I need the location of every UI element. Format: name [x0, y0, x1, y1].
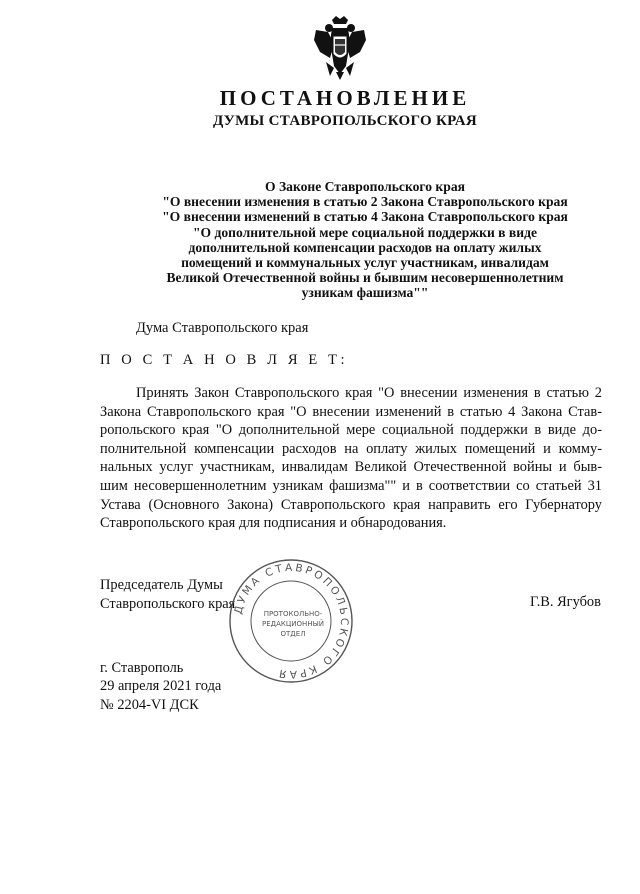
registration-number: № 2204-VI ДСК — [100, 696, 199, 713]
paragraph-line: Закона Ставропольского края "О внесении изменений в статью 4 Закона Став- — [100, 403, 602, 420]
subject-line: "О внесении изменения в статью 2 Закона Ставропольского края — [162, 194, 568, 210]
paragraph-line: нальных услуг участникам, инвалидам Великой Отечественной войны и быв- — [100, 459, 602, 476]
signatory-position — [100, 576, 235, 614]
resolution-subject — [130, 179, 600, 301]
stamp-ring-text: ДУМА СТАВРОПОЛЬСКОГО КРАЯ — [232, 561, 351, 681]
subject-line: помещений и коммунальных услуг участникам, инвалидам — [181, 255, 549, 271]
subject-line: узникам фашизма"" — [301, 285, 429, 301]
paragraph-line: полнительной компенсации расходов на оплату жилых помещений и комму- — [100, 440, 602, 457]
stamp-center-line: ОТДЕЛ — [280, 630, 306, 638]
subject-line: дополнительной компенсации расходов на оплату жилых — [188, 239, 542, 255]
subject-line: "О внесении изменений в статью 4 Закона Ставропольского края — [162, 209, 568, 225]
document-footer — [100, 659, 221, 714]
official-stamp — [226, 556, 356, 686]
place-line: г. Ставрополь — [100, 660, 184, 676]
subject-line: "О дополнительной мере социальной поддержки в виде — [192, 224, 538, 240]
date-line: 29 апреля 2021 года — [100, 678, 222, 695]
position-line: Ставропольского края — [100, 596, 236, 612]
stamp-center-line: ПРОТОКОЛЬНО- — [263, 610, 323, 618]
signatory-name: Г.В. Ягубов — [530, 594, 601, 610]
paragraph-line: шим несовершеннолетним узникам фашизма"" и в соответствии со статьей 31 — [100, 477, 602, 494]
document-title: ПОСТАНОВЛЕНИЕ — [219, 86, 471, 110]
document-subtitle: ДУМЫ СТАВРОПОЛЬСКОГО КРАЯ — [212, 113, 477, 129]
subject-line: О Законе Ставропольского края — [265, 179, 465, 194]
subject-line: Великой Отечественной войны и бывшим несовершеннолетним — [166, 270, 564, 286]
issuer-line: Дума Ставропольского края — [136, 320, 309, 336]
resolves-heading: П О С Т А Н О В Л Я Е Т: — [100, 352, 349, 368]
stamp-center-line: РЕДАКЦИОННЫЙ — [262, 620, 324, 628]
coat-of-arms-icon — [312, 14, 368, 80]
paragraph-line: Ставропольского края для подписания и обнародования. — [100, 515, 447, 532]
paragraph-line: Принять Закон Ставропольского края "О внесении изменения в статью 2 — [136, 385, 602, 401]
paragraph-line: ропольского края "О дополнительной мере социальной поддержки в виде до- — [100, 422, 602, 439]
paragraph-line: Устава (Основного Закона) Ставропольского края направить его Губернатору — [100, 496, 602, 513]
resolution-paragraph — [100, 384, 602, 533]
position-line: Председатель Думы — [100, 577, 223, 593]
